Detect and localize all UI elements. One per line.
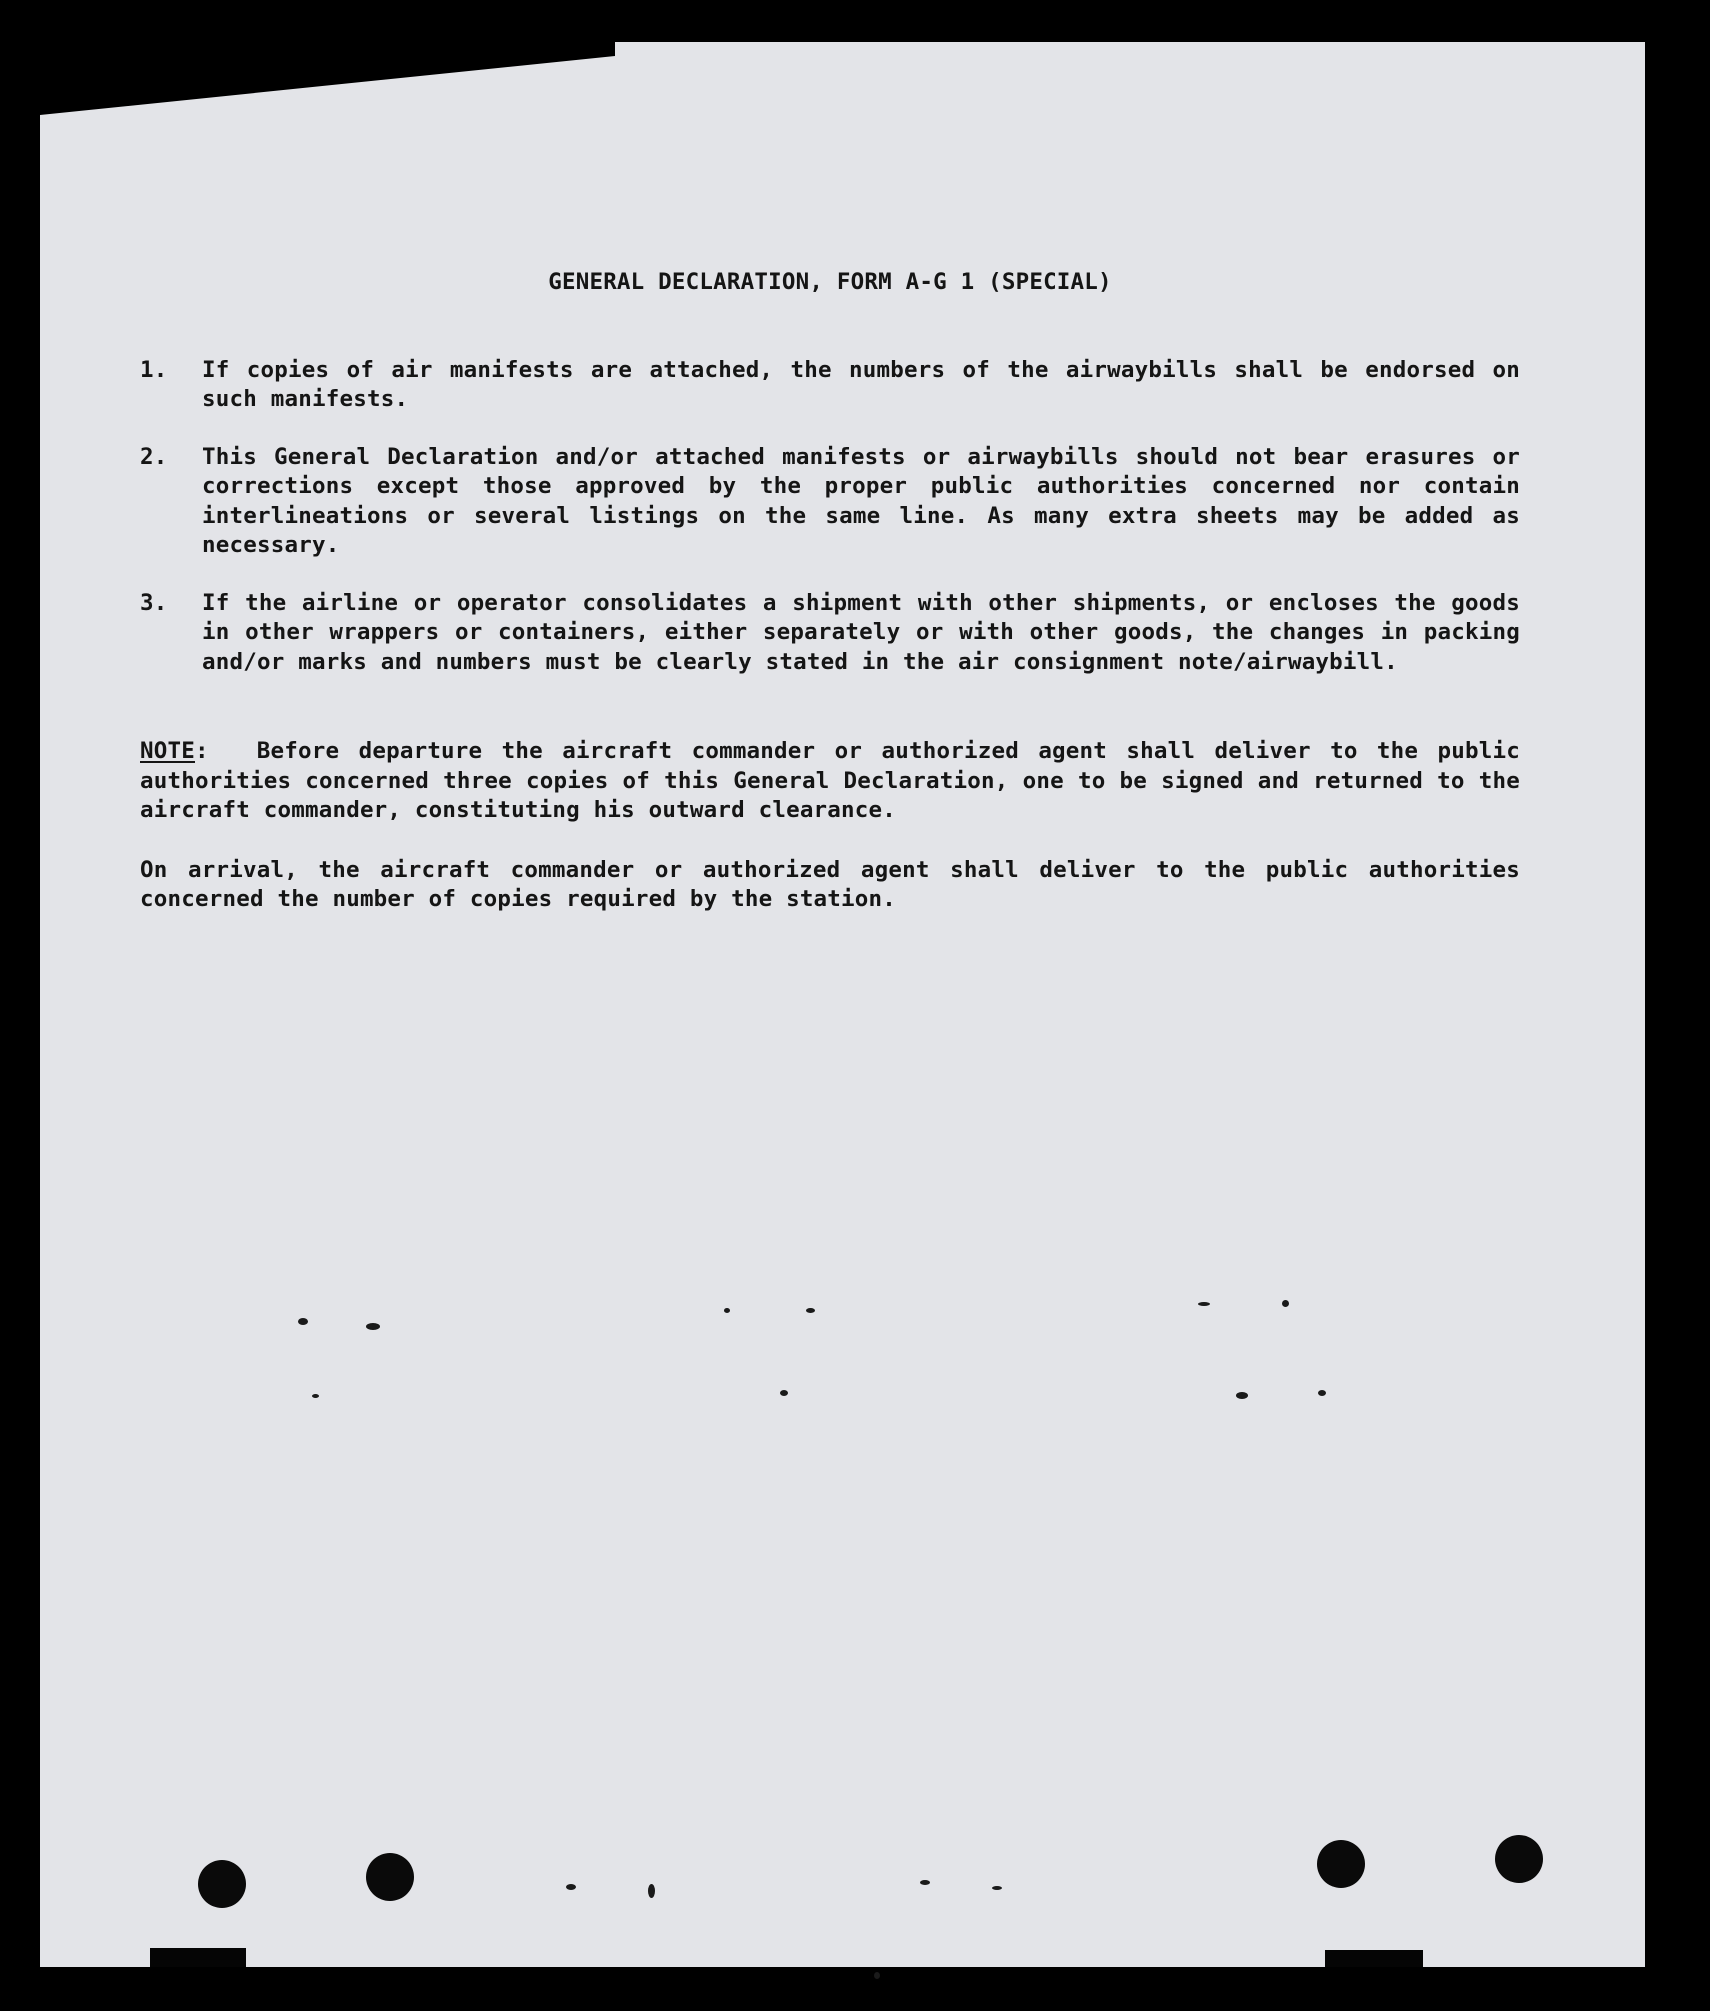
speck (312, 1394, 319, 1398)
speck (920, 1880, 930, 1885)
speck (992, 1886, 1002, 1890)
punch-hole (1317, 1840, 1365, 1888)
arrival-paragraph: On arrival, the aircraft commander or authorized agent shall deliver to the public authorities concerned the number of copies required by the station. (140, 856, 1520, 912)
document-content (140, 268, 1520, 915)
speck (566, 1884, 576, 1890)
note-label: NOTE (140, 738, 195, 764)
speck (648, 1884, 655, 1898)
speck (724, 1308, 730, 1313)
note-label-group (140, 738, 257, 764)
note-separator: : (195, 738, 209, 764)
speck (806, 1308, 815, 1313)
speck (780, 1390, 788, 1396)
list-item (140, 356, 1520, 415)
list-item (140, 589, 1520, 678)
list-item-text: This General Declaration and/or attached manifests or airwaybills should not bear erasures or corrections except those approved by the proper public authorities concerned nor contain interlineations or several listings on the same line. As many extra sheets may be added as necessary. (202, 443, 1520, 558)
speck (1318, 1390, 1326, 1396)
speck (366, 1323, 380, 1330)
page-edge-tab (150, 1948, 246, 1967)
speck (1282, 1300, 1289, 1307)
punch-hole (198, 1860, 246, 1908)
list-item-number: 2. (140, 443, 168, 470)
list-item-number: 1. (140, 356, 168, 383)
page-edge-tab (1325, 1950, 1423, 1967)
speck (298, 1318, 308, 1325)
note-paragraph (140, 737, 1520, 826)
list-item (140, 443, 1520, 561)
list-item-number: 3. (140, 589, 168, 616)
list-item-text: If copies of air manifests are attached, the numbers of the airwaybills shall be endorsed on such manifests. (202, 356, 1520, 412)
note-text: Before departure the aircraft commander or authorized agent shall deliver to the public authorities concerned three copies of this General Declaration, one to be signed and returned to the aircraft commander, constituting his outward clearance. (140, 738, 1520, 823)
list-item-text: If the airline or operator consolidates a shipment with other shipments, or encloses the goods in other wrappers or containers, either separately or with other goods, the changes in packing and/or marks and numbers must be clearly stated in the air consignment note/airwaybill. (202, 589, 1520, 675)
speck (1198, 1302, 1210, 1306)
punch-hole (1495, 1835, 1543, 1883)
punch-hole (366, 1853, 414, 1901)
speck (874, 1972, 880, 1979)
document-title: GENERAL DECLARATION, FORM A-G 1 (SPECIAL) (548, 269, 1112, 295)
speck (1236, 1392, 1248, 1399)
